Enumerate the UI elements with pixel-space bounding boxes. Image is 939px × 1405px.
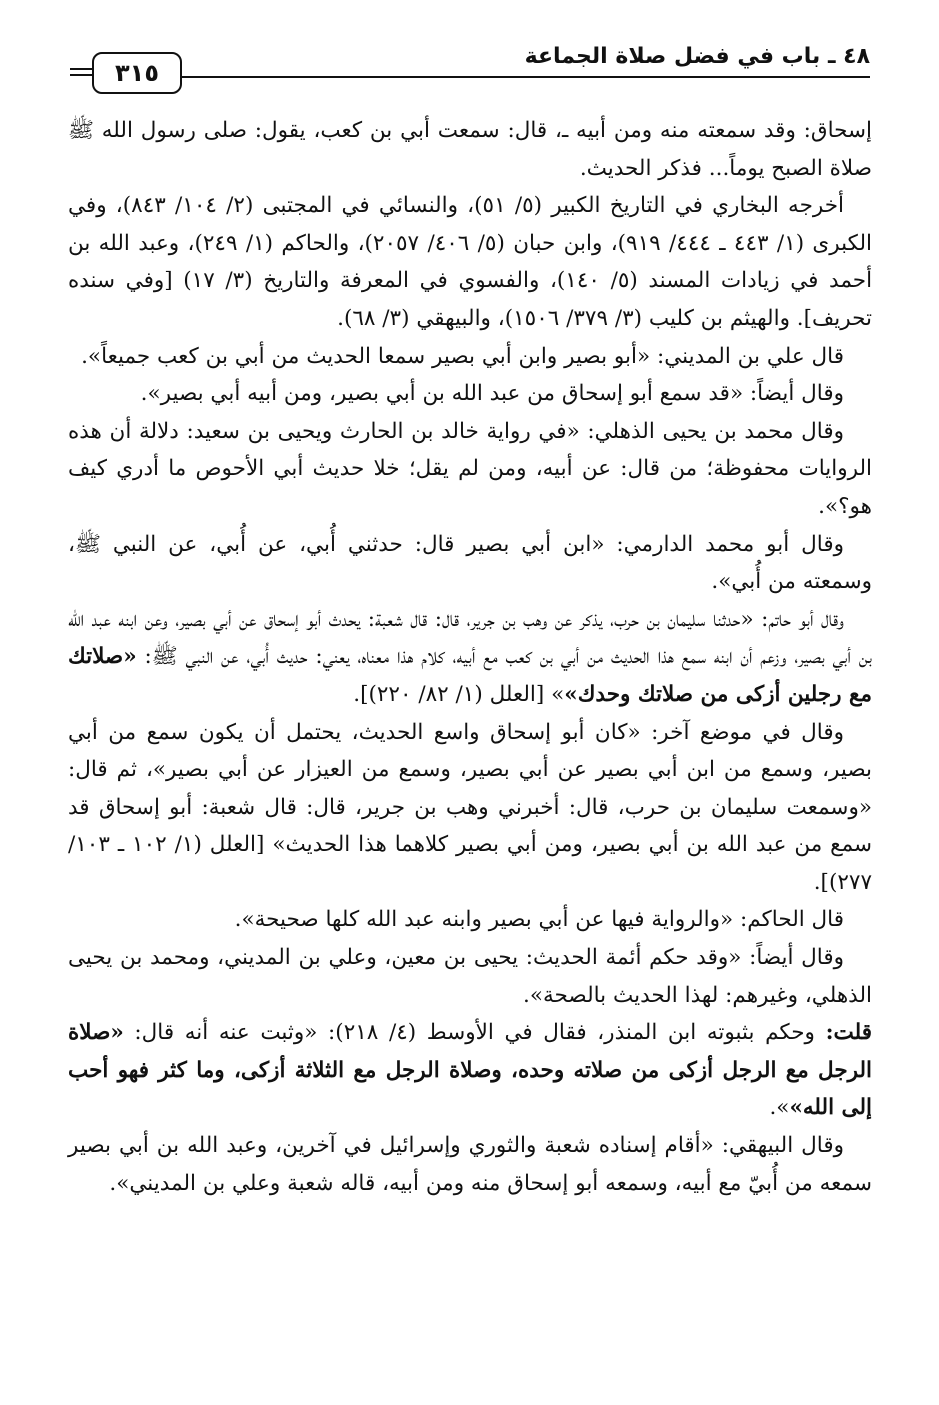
paragraph-12: وقال البيهقي: «أقام إسناده شعبة والثوري وإسرائيل في آخرين، وعبد الله بن أبي بصير سمعه من أُبيّ مع أبيه، وسمعه أبو إسحاق منه ومن أبيه، قاله شعبة وعلي بن المديني». xyxy=(68,1133,872,1196)
paragraph-10: وقال أيضاً: «وقد حكم أئمة الحديث: يحيى بن معين، وعلي بن المديني، ومحمد بن يحيى الذهلي، وغيرهم: لهذا الحديث بالصحة». xyxy=(68,945,872,1008)
header-rule xyxy=(180,76,870,78)
paragraph-7-text: وقال أبو حاتم: «حدثنا سليمان بن حرب، يذكر عن وهب بن جرير، قال: قال شعبة: يحدث أبو إسحاق عن أبي بصير، وعن ابنه عبد الله بن أبي بصير، وزعم أن ابنه سمع هذا الحديث من أبي بن كعب مع أبيه، كلام هذا معناه، يعني: حديث أُبي، عن النبي ﷺ: xyxy=(68,606,872,670)
chapter-title: ٤٨ ـ باب في فضل صلاة الجماعة xyxy=(524,44,870,69)
paragraph-1: إسحاق: وقد سمعته منه ومن أبيه ـ، قال: سمعت أبي بن كعب، يقول: صلى رسول الله ﷺ صلاة الصبح يوماً... فذكر الحديث. xyxy=(68,118,872,181)
author-note-label: قلت: xyxy=(825,1020,873,1046)
paragraph-6: وقال أبو محمد الدارمي: «ابن أبي بصير قال: حدثني أُبي، عن أُبي، عن النبي ﷺ، وسمعته من أُبي». xyxy=(68,531,872,595)
hadith-quote: «صلاتك مع رجلين أزكى من صلاتك وحدك» xyxy=(68,644,872,707)
paragraph-11-tail: ». xyxy=(769,1095,790,1121)
paragraph-7-tail: » [العلل (١/ ٨٢/ ٢٢٠)]. xyxy=(353,681,565,707)
paragraph-4: وقال أيضاً: «قد سمع أبو إسحاق من عبد الله بن أبي بصير، ومن أبيه أبي بصير». xyxy=(140,381,844,407)
page-number: ٣١٥ xyxy=(92,52,182,94)
paragraph-9: قال الحاكم: «والرواية فيها عن أبي بصير وابنه عبد الله كلها صحيحة». xyxy=(234,907,844,933)
paragraph-5: وقال محمد بن يحيى الذهلي: «في رواية خالد بن الحارث ويحيى بن سعيد: دلالة أن هذه الروايات محفوظة؛ من قال: عن أبيه، ومن لم يقل؛ خلا حديث أبي الأحوص ما أدري كيف هو؟». xyxy=(68,418,872,519)
paragraph-3: قال علي بن المديني: «أبو بصير وابن أبي بصير سمعا الحديث من أبي بن كعب جميعاً». xyxy=(81,343,844,369)
page-body xyxy=(68,112,872,1202)
paragraph-8: وقال في موضع آخر: «كان أبو إسحاق واسع الحديث، يحتمل أن يكون سمع من أبي بصير، وسمع من ابن أبي بصير عن أبي بصير، وسمع من العيزار عن أبي بصير»، ثم قال: «وسمعت سليمان بن حرب، قال: أخبرني وهب بن جرير، قال: قال شعبة: أبو إسحاق قد سمع من عبد الله بن أبي بصير، ومن أبي بصير كلاهما هذا الحديث» [العلل (١/ ١٠٢ ـ ١٠٣/ ٢٧٧)]. xyxy=(68,719,873,895)
paragraph-11-text: وحكم بثبوته ابن المنذر، فقال في الأوسط (٤/ ٢١٨): «وثبت عنه أنه قال: xyxy=(123,1020,826,1046)
header-rule-short-bottom xyxy=(70,74,92,76)
page-header xyxy=(70,38,870,98)
paragraph-7 xyxy=(68,601,872,714)
header-rule-short-top xyxy=(70,68,92,70)
paragraph-11 xyxy=(68,1014,872,1127)
hadith-quote-2: «صلاة الرجل مع الرجل أزكى من صلاته وحده، وصلاة الرجل مع الثلاثة أزكى، وما كثر فهو أحب إلى الله» xyxy=(68,1020,872,1121)
paragraph-2: أخرجه البخاري في التاريخ الكبير (٥/ ٥١)، والنسائي في المجتبى (٢/ ١٠٤/ ٨٤٣)، وفي الكبرى (١/ ٤٤٣ ـ ٤٤٤/ ٩١٩)، وابن حبان (٥/ ٤٠٦/ ٢٠٥٧)، والحاكم (١/ ٢٤٩)، وعبد الله بن أحمد في زيادات المسند (٥/ ١٤٠)، والفسوي في المعرفة والتاريخ (٣/ ١٧) [وفي سنده تحريف]. والهيثم بن كليب (٣/ ٣٧٩/ ١٥٠٦)، والبيهقي (٣/ ٦٨). xyxy=(68,193,873,331)
